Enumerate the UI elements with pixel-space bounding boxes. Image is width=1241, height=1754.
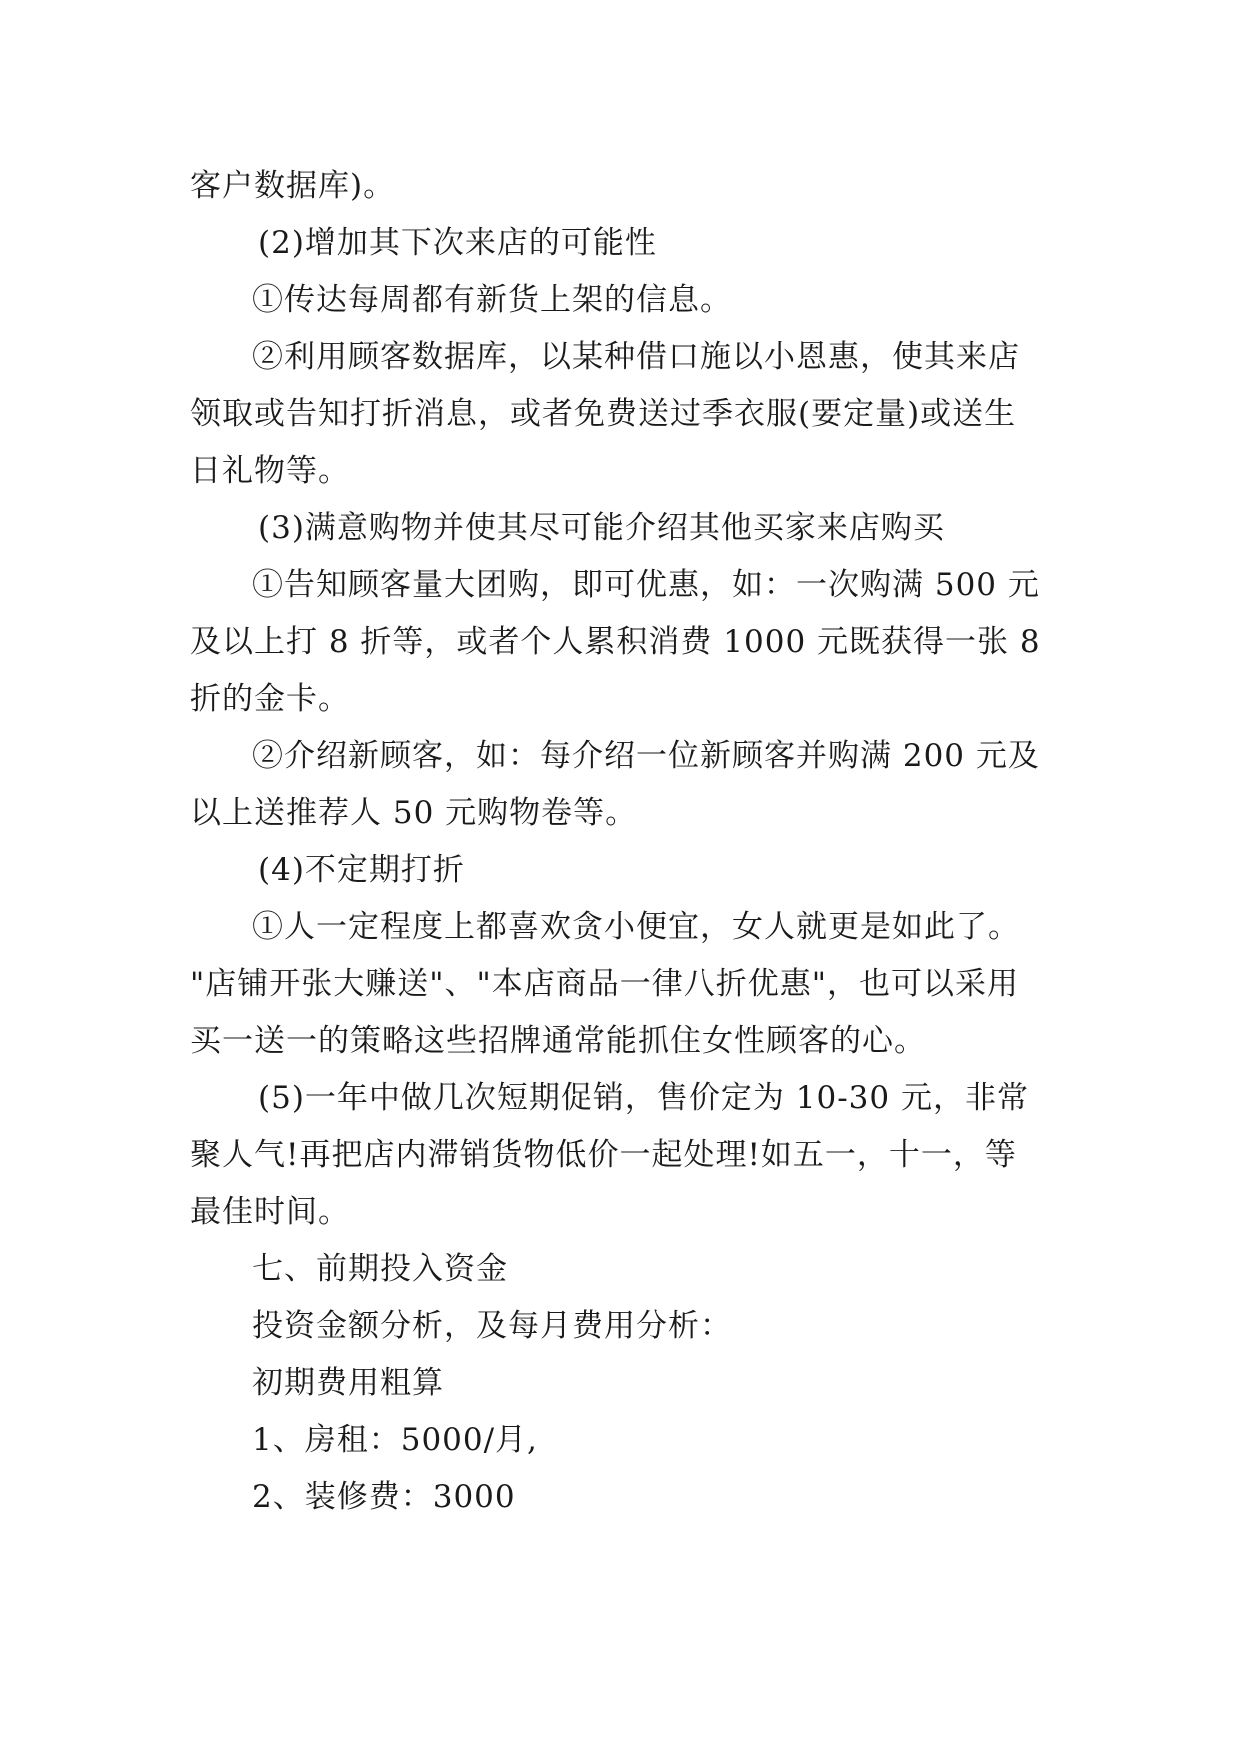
paragraph-line: 客户数据库)。 xyxy=(190,168,396,204)
paragraph-line: 领取或告知打折消息，或者免费送过季衣服(要定量)或送生 xyxy=(190,396,1017,432)
paragraph-line: ①人一定程度上都喜欢贪小便宜，女人就更是如此了。 xyxy=(252,909,1020,945)
paragraph-line: "店铺开张大赚送"、"本店商品一律八折优惠"，也可以采用 xyxy=(190,966,1020,1002)
chapter-heading: 七、前期投入资金 xyxy=(252,1251,508,1287)
section-heading-4: (4)不定期打折 xyxy=(258,852,465,888)
paragraph-line: ①传达每周都有新货上架的信息。 xyxy=(252,282,732,318)
list-item: 2、装修费：3000 xyxy=(252,1479,516,1515)
paragraph-line: 聚人气!再把店内滞销货物低价一起处理!如五一，十一，等 xyxy=(190,1137,1017,1173)
paragraph-line: 买一送一的策略这些招牌通常能抓住女性顾客的心。 xyxy=(190,1023,926,1059)
paragraph-line: 以上送推荐人 50 元购物卷等。 xyxy=(190,795,638,831)
section-heading-5: (5)一年中做几次短期促销，售价定为 10-30 元，非常 xyxy=(258,1080,1029,1116)
paragraph-line: ②介绍新顾客，如：每介绍一位新顾客并购满 200 元及 xyxy=(252,738,1040,774)
paragraph-line: 初期费用粗算 xyxy=(252,1365,444,1401)
paragraph-line: 及以上打 8 折等，或者个人累积消费 1000 元既获得一张 8 xyxy=(190,624,1041,660)
paragraph-line: 最佳时间。 xyxy=(190,1194,350,1230)
paragraph-line: ①告知顾客量大团购，即可优惠，如：一次购满 500 元 xyxy=(252,567,1040,603)
list-item: 1、房租：5000/月, xyxy=(252,1422,538,1458)
section-heading-3: (3)满意购物并使其尽可能介绍其他买家来店购买 xyxy=(258,510,945,546)
paragraph-line: 投资金额分析，及每月费用分析： xyxy=(252,1308,732,1344)
paragraph-line: 折的金卡。 xyxy=(190,681,350,717)
section-heading-2: (2)增加其下次来店的可能性 xyxy=(258,225,657,261)
paragraph-line: ②利用顾客数据库，以某种借口施以小恩惠，使其来店 xyxy=(252,339,1020,375)
paragraph-line: 日礼物等。 xyxy=(190,453,350,489)
